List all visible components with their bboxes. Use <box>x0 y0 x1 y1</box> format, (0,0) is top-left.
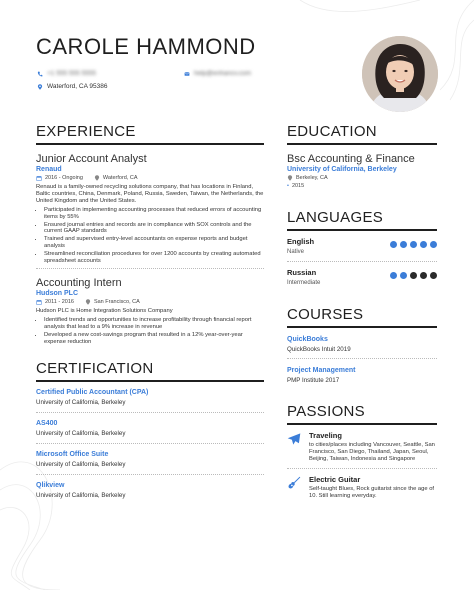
graduation-row <box>287 183 437 189</box>
school-location-row <box>287 175 437 181</box>
job-bullets <box>36 317 264 345</box>
job-location: Waterford, CA <box>102 175 138 181</box>
school-name: University of California, Berkeley <box>287 166 397 173</box>
list-item <box>36 444 264 475</box>
guitar-icon <box>287 476 301 490</box>
company-name: Renaud <box>36 166 62 173</box>
school-location: Berkeley, CA <box>296 175 328 181</box>
certification-institution: University of California, Berkeley <box>36 398 126 406</box>
language-name: English <box>287 237 315 246</box>
proficiency-dots <box>390 272 437 279</box>
job-dates: 2016 - Ongoing <box>45 175 83 181</box>
languages-heading: LANGUAGES <box>287 209 437 231</box>
courses-list <box>287 328 437 389</box>
list-item <box>36 475 264 505</box>
job-bullets <box>36 207 264 264</box>
list-item: • Developed a new cost-savings program that resulted in a 12% year-over-year expense reduction <box>44 332 264 346</box>
location-pin-icon <box>287 175 293 181</box>
language-level: Intermediate <box>287 280 321 286</box>
list-item <box>36 413 264 444</box>
filled-dot-icon <box>410 241 417 248</box>
certification-name: Certified Public Accountant (CPA) <box>36 388 149 396</box>
location-pin-icon <box>37 84 43 90</box>
job-entry <box>36 277 264 345</box>
graduation-year: 2015 <box>291 183 305 189</box>
certification-list <box>36 382 264 505</box>
course-institution: PMP Institute 2017 <box>287 377 340 384</box>
email-address: help@enhancv.com <box>194 70 252 77</box>
calendar-icon <box>36 299 42 305</box>
list-item: • Ensured journal entries and records are in compliance with SOX controls and the current GAAP standards <box>44 222 264 236</box>
company-name: Hudson PLC <box>36 290 78 298</box>
certification-name: Microsoft Office Suite <box>36 450 109 458</box>
divider <box>36 268 264 269</box>
job-meta <box>36 299 264 305</box>
empty-dot-icon <box>430 272 437 279</box>
filled-dot-icon <box>400 272 407 279</box>
phone-row <box>37 70 96 77</box>
company-description: Renaud is a family-owned recycling solutions company, that has locations in Finland, Baltic countries, China, Denmark, Poland, Russia, Sweden, Taiwan, the Netherlands, the United Kingdom and the United States. <box>36 184 264 204</box>
certification-institution: University of California, Berkeley <box>36 460 126 468</box>
location-pin-icon <box>94 175 100 181</box>
list-item: • Identified trends and opportunities to increase profitability through financial report analysis that lead to a 9% increase in revenue <box>44 317 264 331</box>
education-heading: EDUCATION <box>287 123 437 145</box>
list-item: • Trained and supervised entry-level accountants on expense reports and budget analysis <box>44 236 264 250</box>
empty-dot-icon <box>420 272 427 279</box>
experience-heading: EXPERIENCE <box>36 123 264 145</box>
plane-icon <box>287 432 301 446</box>
location-row <box>37 83 107 90</box>
degree-name: Bsc Accounting & Finance <box>287 153 415 165</box>
job-title: Junior Account Analyst <box>36 153 147 165</box>
job-meta <box>36 175 264 181</box>
filled-dot-icon <box>390 241 397 248</box>
passion-description: to cities/places including Vancouver, Seattle, San Francisco, San Diego, Thailand, Japan, Seoul, Beijing, Taiwan, Indonesia and Singapore <box>309 442 435 462</box>
filled-dot-icon <box>420 241 427 248</box>
bullet-dot-icon: • <box>287 183 289 189</box>
certification-institution: University of California, Berkeley <box>36 491 126 499</box>
phone-icon <box>37 71 43 77</box>
language-level: Native <box>287 249 305 255</box>
passion-title: Traveling <box>309 431 342 440</box>
job-location: San Francisco, CA <box>93 299 140 306</box>
email-row <box>184 70 251 77</box>
filled-dot-icon <box>430 241 437 248</box>
job-title: Accounting Intern <box>36 277 122 290</box>
list-item <box>36 382 264 413</box>
passions-heading: PASSIONS <box>287 403 437 425</box>
filled-dot-icon <box>400 241 407 248</box>
passion-title: Electric Guitar <box>309 475 361 485</box>
certification-name: AS400 <box>36 419 58 427</box>
location-text: Waterford, CA 95386 <box>47 83 108 90</box>
company-description: Hudson PLC is Home Integration Solutions Company <box>36 308 173 315</box>
certification-heading: CERTIFICATION <box>36 360 264 382</box>
language-name: Russian <box>287 268 317 277</box>
language-item <box>287 262 437 292</box>
proficiency-dots <box>390 241 437 248</box>
course-name: QuickBooks <box>287 336 328 343</box>
calendar-icon <box>36 175 42 181</box>
passion-description: Self-taught Blues, Rock guitarist since the age of 10. Still learning everyday. <box>309 486 435 500</box>
empty-dot-icon <box>410 272 417 279</box>
passions-list <box>287 425 437 506</box>
candidate-name: CAROLE HAMMOND <box>36 34 256 59</box>
list-item: • Streamlined reconciliation procedures for over 1200 accounts by creating automated spreadsheet accounts <box>44 251 264 265</box>
profile-photo <box>362 36 438 112</box>
email-icon <box>184 71 190 77</box>
phone-number: +1 555 555 5555 <box>47 70 96 77</box>
course-name: Project Management <box>287 367 356 374</box>
job-entry <box>36 153 264 269</box>
location-pin-icon <box>85 299 91 305</box>
list-item: • Participated in implementing accounting processes that reduced errors of accounting items by 55% <box>44 207 264 221</box>
certification-name: Qlikview <box>36 481 65 489</box>
filled-dot-icon <box>390 272 397 279</box>
list-item <box>287 469 437 506</box>
certification-institution: University of California, Berkeley <box>36 429 126 437</box>
list-item <box>287 359 437 389</box>
right-column <box>287 123 437 506</box>
list-item <box>287 425 437 469</box>
job-dates: 2011 - 2016 <box>45 299 74 306</box>
left-column <box>36 123 264 505</box>
courses-heading: COURSES <box>287 306 437 328</box>
language-item <box>287 231 437 262</box>
course-institution: QuickBooks Intuit 2019 <box>287 346 351 353</box>
list-item <box>287 328 437 359</box>
